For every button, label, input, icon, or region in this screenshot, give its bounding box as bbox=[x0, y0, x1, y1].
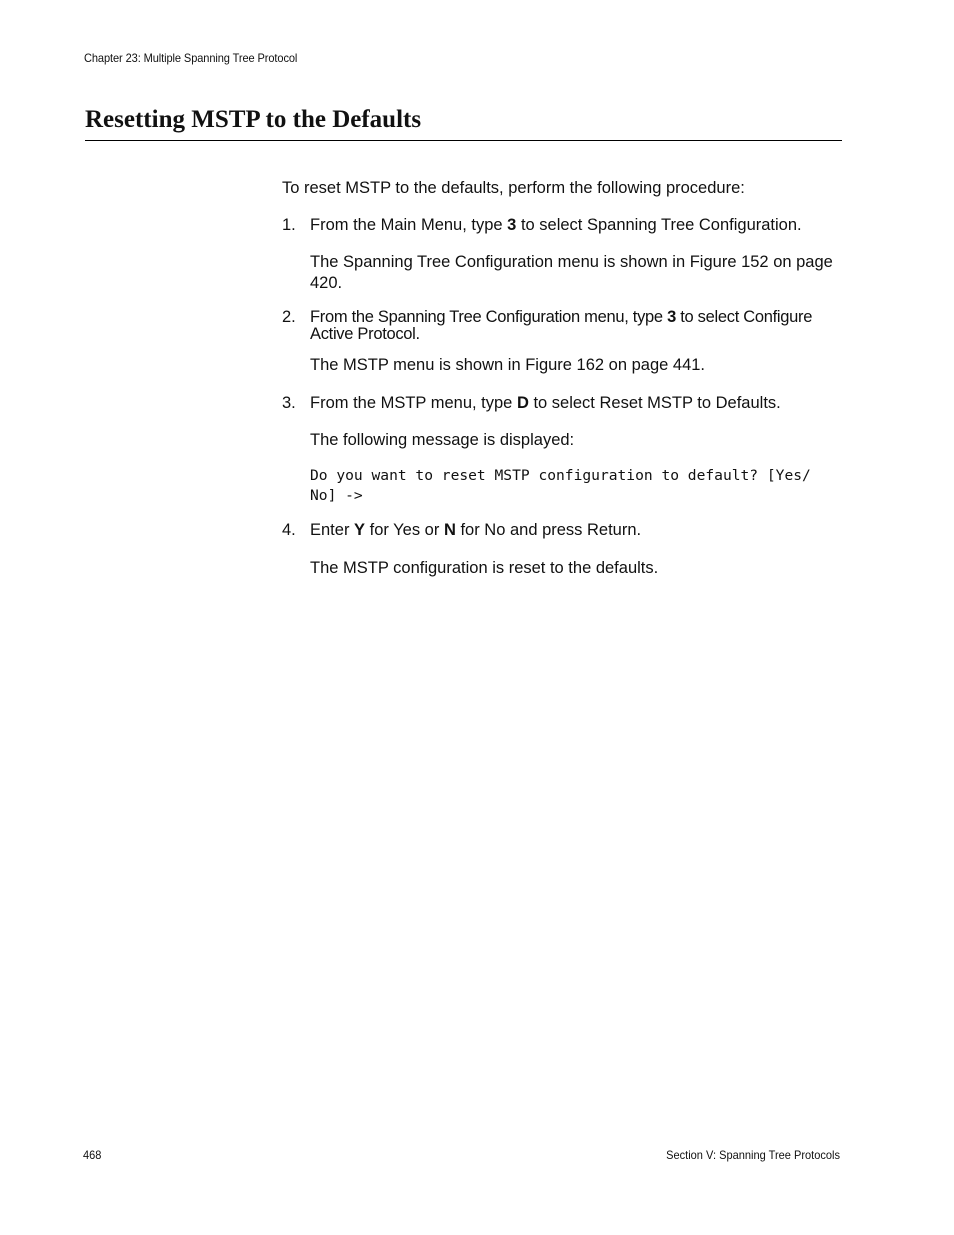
step-3-number: 3. bbox=[282, 394, 296, 412]
step-2-note: The MSTP menu is shown in Figure 162 on page 441. bbox=[310, 356, 706, 374]
step-4-number: 4. bbox=[282, 521, 296, 539]
step-3-key: D bbox=[516, 394, 529, 412]
step-1-key: 3 bbox=[507, 216, 517, 234]
step-2-number: 2. bbox=[282, 308, 296, 326]
page-number: 468 bbox=[83, 1148, 102, 1162]
step-2-text: From the Spanning Tree Configuration menu, type 3 to select Configure Active Protocol. bbox=[310, 308, 813, 343]
intro-paragraph: To reset MSTP to the defaults, perform the following procedure: bbox=[282, 179, 745, 197]
step-4-key-yes: Y bbox=[354, 521, 366, 539]
console-line-1: Do you want to reset MSTP configuration to default? [Yes/ bbox=[310, 467, 811, 484]
step-4-note: The MSTP configuration is reset to the defaults. bbox=[310, 559, 659, 577]
step-2-key: 3 bbox=[667, 308, 676, 326]
title-underline bbox=[85, 140, 842, 141]
step-3-note: The following message is displayed: bbox=[310, 431, 575, 449]
step-1-note: The Spanning Tree Configuration menu is shown in Figure 152 on page 420. bbox=[310, 253, 833, 292]
step-3-text: From the MSTP menu, type D to select Reset MSTP to Defaults. bbox=[310, 394, 781, 412]
step-1-text: From the Main Menu, type 3 to select Spanning Tree Configuration. bbox=[310, 216, 802, 234]
section-title: Resetting MSTP to the Defaults bbox=[85, 106, 422, 133]
step-4-text: Enter Y for Yes or N for No and press Return. bbox=[310, 521, 642, 539]
step-4-key-no: N bbox=[443, 521, 456, 539]
running-footer: Section V: Spanning Tree Protocols bbox=[666, 1148, 840, 1162]
console-message bbox=[310, 466, 850, 506]
running-header: Chapter 23: Multiple Spanning Tree Protocol bbox=[84, 51, 298, 65]
step-1-number: 1. bbox=[282, 216, 296, 234]
console-line-2: No] -> bbox=[310, 487, 363, 504]
